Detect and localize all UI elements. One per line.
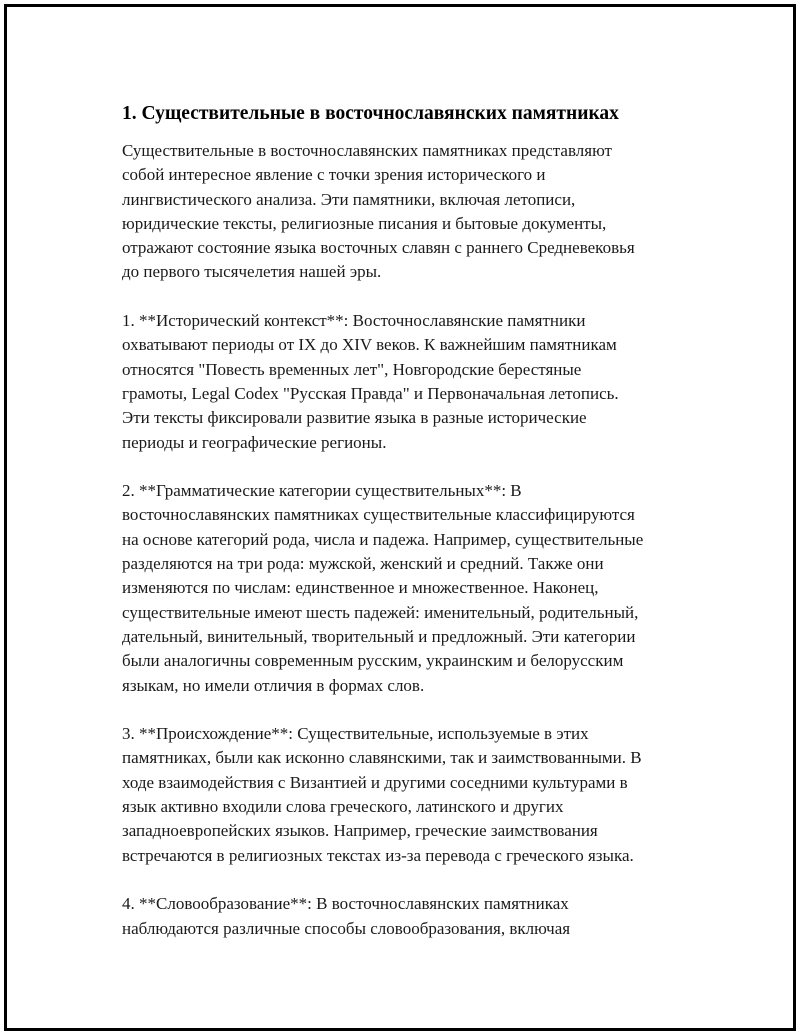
grammatical-categories-paragraph: 2. **Грамматические категории существительных**: В восточнославянских памятниках существительные классифицируются на основе категорий рода, числа и падежа. Например, существительные разделяются на три рода: мужской, женский и средний. Также они изменяются по числам: единственное и множественное. Наконец, существительные имеют шесть падежей: именительный, родительный, дательный, винительный, творительный и предложный. Эти категории были аналогичны современным русским, украинским и белорусским языкам, но имели отличия в формах слов. bbox=[122, 481, 644, 695]
page-frame bbox=[4, 4, 796, 1031]
intro-paragraph: Существительные в восточнославянских памятниках представляют собой интересное явление с точки зрения исторического и лингвистического анализа. Эти памятники, включая летописи, юридические тексты, религиозные писания и бытовые документы, отражают состояние языка восточных славян с раннего Средневековья до первого тысячелетия нашей эры. bbox=[122, 141, 635, 282]
document-body bbox=[122, 102, 702, 965]
document-title: 1. Существительные в восточнославянских памятниках bbox=[122, 103, 619, 124]
origin-paragraph: 3. **Происхождение**: Существительные, используемые в этих памятниках, были как исконно славянскими, так и заимствованными. В ходе взаимодействия с Византией и другими соседними культурами в язык активно входили слова греческого, латинского и других западноевропейских языков. Например, греческие заимствования встречаются в религиозных текстах из-за перевода с греческого языка. bbox=[122, 724, 642, 865]
word-formation-paragraph: 4. **Словообразование**: В восточнославянских памятниках наблюдаются различные способы словообразования, включая bbox=[122, 894, 571, 938]
historical-context-paragraph: 1. **Исторический контекст**: Восточнославянские памятники охватывают периоды от IX до XIV веков. К важнейшим памятникам относятся "Повесть временных лет", Новгородские берестяные грамоты, Legal Codex "Русская Правда" и Первоначальная летопись. Эти тексты фиксировали развитие языка в разные исторические периоды и географические регионы. bbox=[122, 311, 619, 452]
